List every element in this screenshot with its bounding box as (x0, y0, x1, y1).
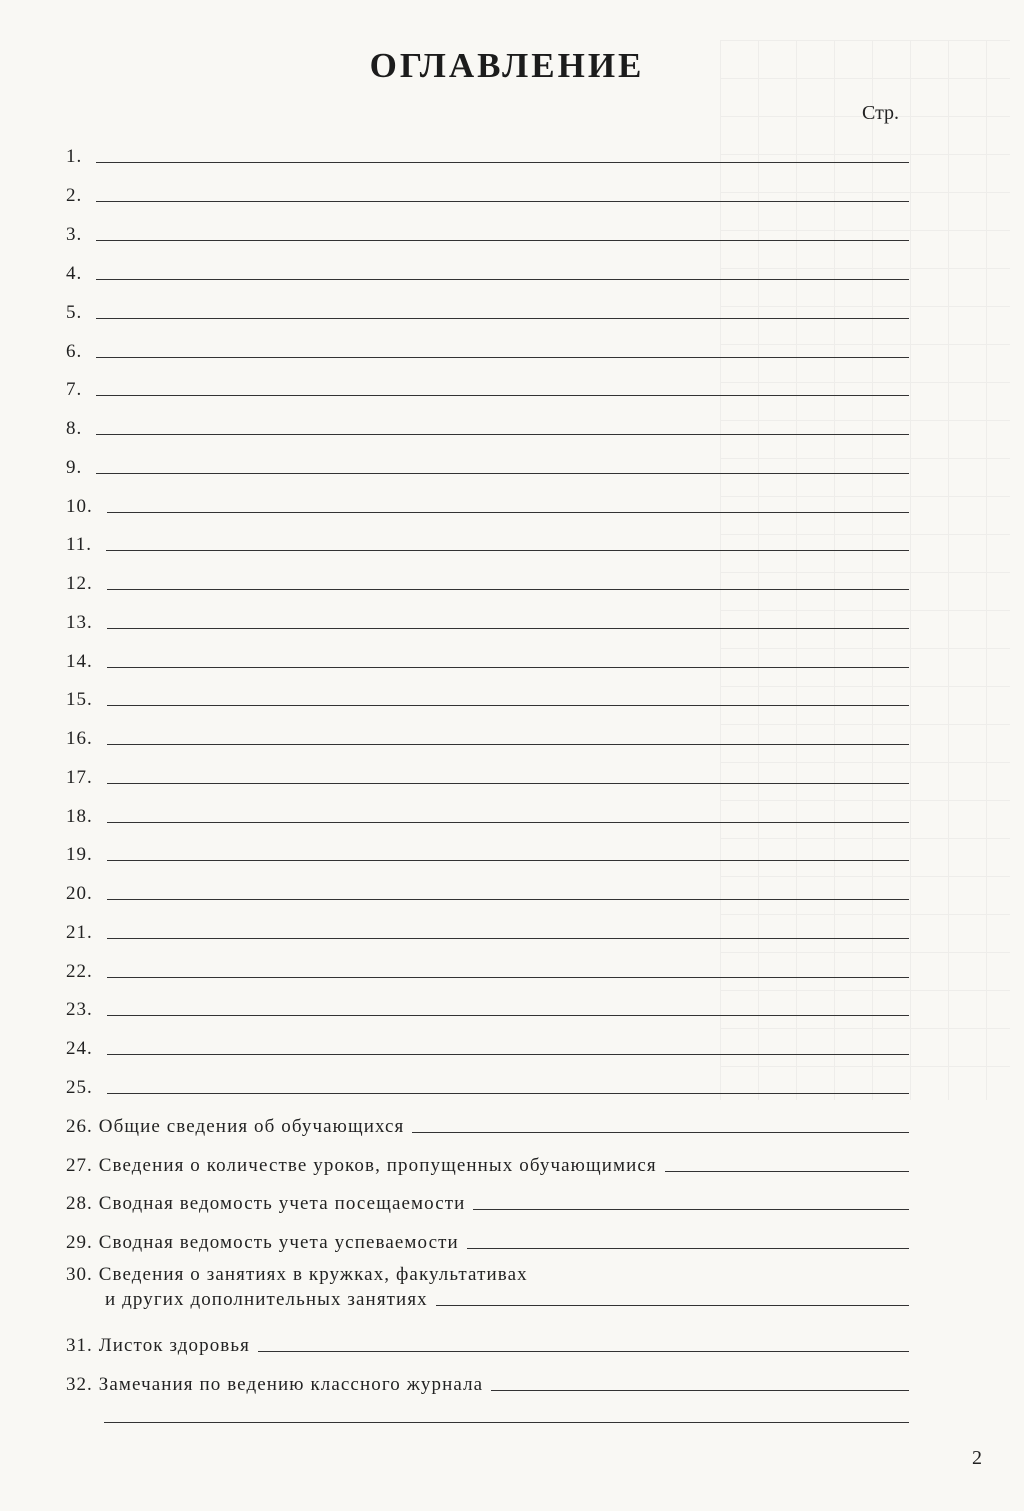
entry-number: 25. (66, 1077, 93, 1098)
fill-line (106, 550, 909, 551)
entry-number: 1. (66, 146, 83, 167)
fill-line (107, 1054, 909, 1055)
toc-entry-23 (66, 991, 909, 1021)
entry-number: 15. (66, 689, 93, 710)
entry-title: Замечания по ведению классного журнала (98, 1374, 484, 1395)
toc-entry-6 (66, 333, 909, 363)
toc-entry-17 (66, 759, 909, 789)
toc-entry-7 (66, 371, 909, 401)
toc-entry-5 (66, 294, 909, 324)
entry-number: 10. (66, 496, 93, 517)
entry-number: 26. (66, 1116, 93, 1137)
fill-line (107, 628, 909, 629)
entry-number: 4. (66, 263, 83, 284)
entry-number: 20. (66, 883, 93, 904)
fill-line (107, 1093, 909, 1094)
toc-entry-9 (66, 449, 909, 479)
toc-entry-15 (66, 681, 909, 711)
fill-line (258, 1351, 909, 1352)
toc-entry-2 (66, 177, 909, 207)
fill-line (491, 1390, 909, 1391)
entry-number: 14. (66, 651, 93, 672)
fill-line (467, 1248, 909, 1249)
toc-entry-1 (66, 138, 909, 168)
toc-entry-16 (66, 720, 909, 750)
toc-entry-4 (66, 255, 909, 285)
toc-entry-19 (66, 836, 909, 866)
fill-line (107, 783, 909, 784)
toc-entry-28 (66, 1185, 909, 1215)
fill-line (412, 1132, 909, 1133)
continuation-fill-line (104, 1422, 909, 1423)
toc-entry-12 (66, 565, 909, 595)
fill-line (96, 434, 909, 435)
entry-title: Сводная ведомость учета успеваемости (98, 1232, 459, 1253)
entry-number: 8. (66, 418, 83, 439)
entry-number: 23. (66, 999, 93, 1020)
page-column-label: Стр. (862, 102, 900, 124)
toc-entry-11 (66, 526, 909, 556)
entry-second-line (66, 1289, 909, 1311)
toc-entry-8 (66, 410, 909, 440)
entry-title-continuation: и других дополнительных занятиях (105, 1289, 428, 1310)
fill-line (96, 357, 909, 358)
fill-line (96, 318, 909, 319)
entry-number: 9. (66, 457, 83, 478)
entry-number: 30. (66, 1264, 93, 1285)
entry-title: Сводная ведомость учета посещаемости (98, 1193, 466, 1214)
entry-number: 11. (66, 534, 93, 555)
toc-entry-27 (66, 1147, 909, 1177)
fill-line (107, 938, 909, 939)
fill-line (107, 899, 909, 900)
entry-title: Сведения о количестве уроков, пропущенных обучающимися (98, 1155, 657, 1176)
entry-number: 28. (66, 1193, 93, 1214)
entry-title: Общие сведения об обучающихся (98, 1116, 405, 1137)
entry-number: 5. (66, 302, 83, 323)
entry-number: 2. (66, 185, 83, 206)
fill-line (96, 240, 909, 241)
entry-first-line (66, 1264, 909, 1286)
fill-line (107, 705, 909, 706)
entry-number: 27. (66, 1155, 93, 1176)
toc-entry-3 (66, 216, 909, 246)
toc-entry-18 (66, 798, 909, 828)
page-number: 2 (972, 1447, 982, 1469)
toc-entry-21 (66, 914, 909, 944)
fill-line (107, 977, 909, 978)
toc-entry-22 (66, 953, 909, 983)
toc-entry-13 (66, 604, 909, 634)
fill-line (473, 1209, 909, 1210)
toc-entry-24 (66, 1030, 909, 1060)
page-title: ОГЛАВЛЕНИЕ (369, 46, 645, 85)
fill-line (107, 822, 909, 823)
fill-line (96, 279, 909, 280)
fill-line (96, 201, 909, 202)
fill-line (107, 744, 909, 745)
fill-line (96, 473, 909, 474)
fill-line (96, 162, 909, 163)
fill-line (436, 1305, 909, 1306)
fill-line (107, 512, 909, 513)
fill-line (107, 860, 909, 861)
fill-line (107, 589, 909, 590)
entry-number: 6. (66, 341, 83, 362)
entry-number: 7. (66, 379, 83, 400)
entry-number: 18. (66, 806, 93, 827)
entry-number: 17. (66, 767, 93, 788)
entry-title: Сведения о занятиях в кружках, факультативах (98, 1264, 528, 1285)
fill-line (107, 667, 909, 668)
toc-entry-20 (66, 875, 909, 905)
toc-entry-14 (66, 643, 909, 673)
entry-title: Листок здоровья (98, 1335, 250, 1356)
fill-line (665, 1171, 909, 1172)
toc-entry-32 (66, 1366, 909, 1396)
fill-line (107, 1015, 909, 1016)
entry-number: 19. (66, 844, 93, 865)
toc-entry-10 (66, 488, 909, 518)
entry-number: 32. (66, 1374, 93, 1395)
entry-number: 29. (66, 1232, 93, 1253)
toc-entry-26 (66, 1108, 909, 1138)
entry-number: 24. (66, 1038, 93, 1059)
entry-number: 16. (66, 728, 93, 749)
entry-number: 3. (66, 224, 83, 245)
fill-line (96, 395, 909, 396)
entry-number: 21. (66, 922, 93, 943)
entry-number: 31. (66, 1335, 93, 1356)
toc-entry-30 (66, 1264, 909, 1320)
entry-number: 22. (66, 961, 93, 982)
entry-number: 12. (66, 573, 93, 594)
entry-number: 13. (66, 612, 93, 633)
toc-entry-29 (66, 1224, 909, 1254)
toc-entry-25 (66, 1069, 909, 1099)
toc-entry-31 (66, 1327, 909, 1357)
